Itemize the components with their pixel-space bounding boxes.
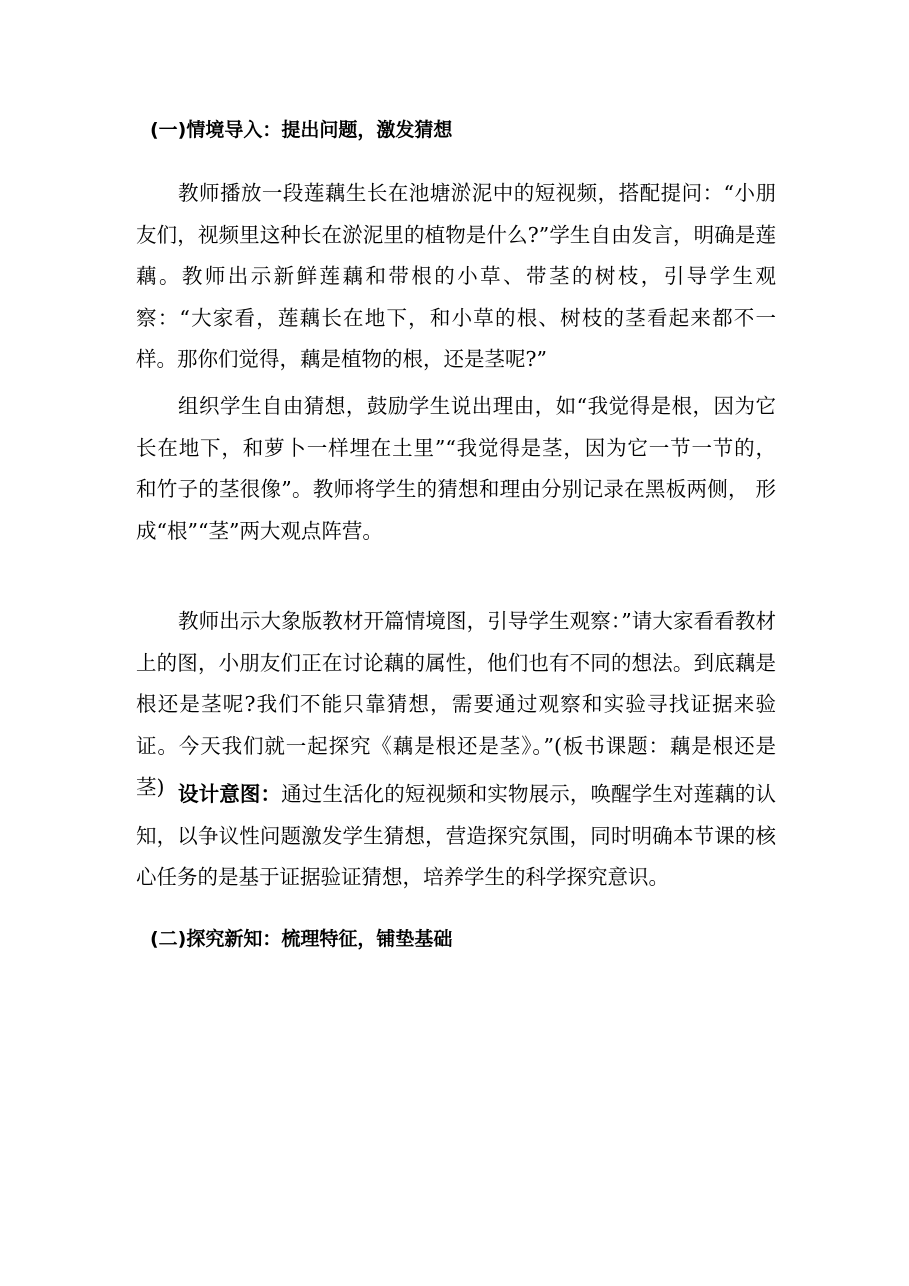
section-heading-situation-intro: (一)情境导入：提出问题，激发猜想 [150,119,453,141]
paragraph-student-guesses: 组织学生自由猜想，鼓励学生说出理由，如“我觉得是根，因为它长在地下，和萝卜一样埋在土里”“我觉得是茎，因为它一节一节的， 和竹子的茎很像”。教师将学生的猜想和理由分别记录在黑板两侧， 形成“根”“茎”两大观点阵营。 [136,394,776,543]
paragraph-textbook-scene: 教师出示大象版教材开篇情境图，引导学生观察：”请大家看看教材上的图，小朋友们正在讨论藕的属性，他们也有不同的想法。到底藕是根还是茎呢?我们不能只靠猜想，需要通过观察和实验寻找证据来验证。今天我们就一起探究《藕是根还是茎》。”(板书课题：藕是根还是茎) [136,609,776,799]
design-intent-label: 设计意图： [178,782,282,806]
design-intent-text: 通过生活化的短视频和实物展示，唤醒学生对莲藕的认知，以争议性问题激发学生猜想，营造探究氛围，同时明确本节课的核心任务的是基于证据验证猜想，培养学生的科学探究意识。 [136,782,776,889]
section-heading-explore-new-knowledge: (二)探究新知：梳理特征，铺垫基础 [150,928,453,950]
paragraph-video-intro: 教师播放一段莲藕生长在池塘淤泥中的短视频，搭配提问：“小朋友们，视频里这种长在淤泥里的植物是什么?”学生自由发言，明确是莲藕。教师出示新鲜莲藕和带根的小草、带茎的树枝，引导学生观察：“大家看，莲藕长在地下，和小草的根、树枝的茎看起来都不一样。那你们觉得，藕是植物的根，还是茎呢?” [136,181,776,371]
paragraph-design-intent [136,774,776,899]
